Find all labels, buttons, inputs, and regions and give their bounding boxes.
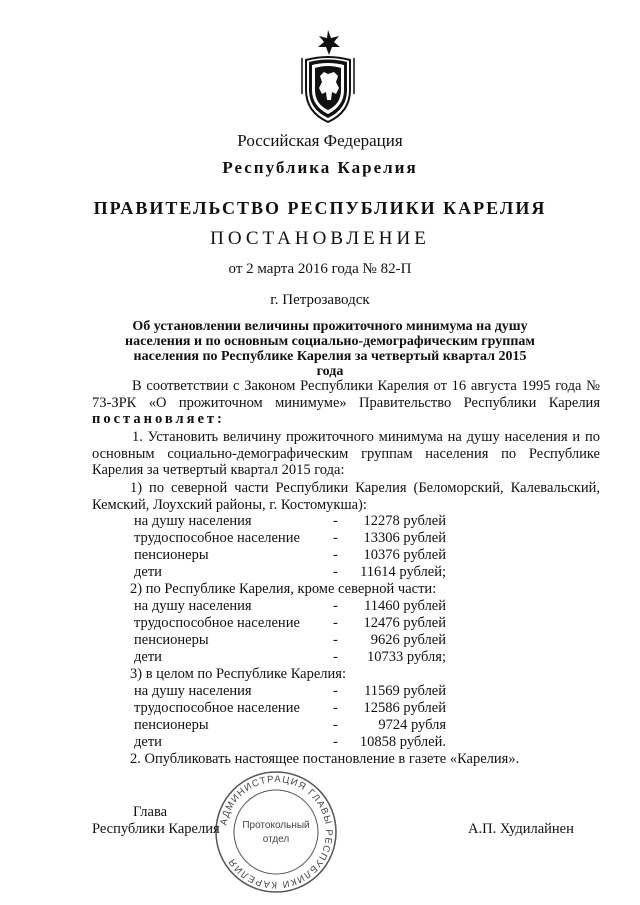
row-dash: - xyxy=(333,598,338,614)
preamble xyxy=(92,378,600,428)
row-label: трудоспособное население xyxy=(134,530,300,546)
svg-text:АДМИНИСТРАЦИЯ ГЛАВЫ РЕСПУБЛИКИ xyxy=(218,774,334,890)
row-value: 10733 рубля; xyxy=(367,649,446,665)
item-1: 1. Установить величину прожиточного минимума на душу населения и по основным социально-демографическим группам населения по Республике Карелия за четвертый квартал 2015 года: xyxy=(92,429,600,478)
stamp-line-1: Протокольный xyxy=(242,820,310,831)
karelia-coat-of-arms-icon xyxy=(298,28,358,124)
row-dash: - xyxy=(333,632,338,648)
row-value: 9626 рублей xyxy=(370,632,446,648)
document-title: Об установлении величины прожиточного минимума на душу населения и по основным социально-демографическим группам населения по Республике Карелия за четвертый квартал 2015 года xyxy=(125,319,535,379)
row-label: пенсионеры xyxy=(134,632,209,648)
row-dash: - xyxy=(333,513,338,529)
republic-name: Республика Карелия xyxy=(222,158,418,177)
sub-2-heading: 2) по Республике Карелия, кроме северной части: xyxy=(130,581,437,597)
row-label: трудоспособное население xyxy=(134,615,300,631)
row-label: на душу населения xyxy=(134,598,252,614)
signature-position: Республики Карелия xyxy=(92,821,220,837)
resolves-word: постановляет: xyxy=(92,411,225,427)
row-label: на душу населения xyxy=(134,513,252,529)
row-label: на душу населения xyxy=(134,683,252,699)
row-dash: - xyxy=(333,649,338,665)
official-stamp-icon xyxy=(212,768,340,896)
signature-name: А.П. Худилайнен xyxy=(468,821,574,837)
document-type: ПОСТАНОВЛЕНИЕ xyxy=(210,228,430,249)
item-2: 2. Опубликовать настоящее постановление в газете «Карелия». xyxy=(130,751,520,767)
row-value: 11569 рублей xyxy=(364,683,446,699)
row-dash: - xyxy=(333,547,338,563)
preamble-text: В соответствии с Законом Республики Карелия от 16 августа 1995 года № 73-ЗРК «О прожиточном минимуме» Правительство Республики Карелия xyxy=(92,378,600,411)
row-label: пенсионеры xyxy=(134,717,209,733)
row-value: 10858 рублей. xyxy=(359,734,446,750)
document-city: г. Петрозаводск xyxy=(270,292,370,308)
row-value: 12586 рублей xyxy=(363,700,446,716)
row-dash: - xyxy=(333,564,338,580)
row-value: 11614 рублей; xyxy=(360,564,446,580)
row-dash: - xyxy=(333,615,338,631)
stamp-ring-text: АДМИНИСТРАЦИЯ ГЛАВЫ РЕСПУБЛИКИ КАРЕЛИЯ xyxy=(218,773,335,891)
sub-3-heading: 3) в целом по Республике Карелия: xyxy=(130,666,346,682)
row-label: пенсионеры xyxy=(134,547,209,563)
row-dash: - xyxy=(333,683,338,699)
row-label: дети xyxy=(134,649,162,665)
row-value: 12476 рублей xyxy=(363,615,446,631)
row-value: 12278 рублей xyxy=(363,513,446,529)
country-name: Российская Федерация xyxy=(237,131,403,150)
stamp-line-2: отдел xyxy=(262,834,290,845)
row-dash: - xyxy=(333,734,338,750)
row-value: 11460 рублей xyxy=(364,598,446,614)
row-label: дети xyxy=(134,564,162,580)
row-value: 10376 рублей xyxy=(363,547,446,563)
government-title: ПРАВИТЕЛЬСТВО РЕСПУБЛИКИ КАРЕЛИЯ xyxy=(93,198,547,218)
row-dash: - xyxy=(333,700,338,716)
row-dash: - xyxy=(333,717,338,733)
row-value: 9724 рубля xyxy=(378,717,446,733)
sub-1-heading: 1) по северной части Республики Карелия (Беломорский, Калевальский, Кемский, Лоухский районы, г. Костомукша): xyxy=(92,480,600,513)
row-value: 13306 рублей xyxy=(363,530,446,546)
row-dash: - xyxy=(333,530,338,546)
row-label: трудоспособное население xyxy=(134,700,300,716)
row-label: дети xyxy=(134,734,162,750)
signature-title: Глава xyxy=(133,804,168,820)
document-date: от 2 марта 2016 года № 82-П xyxy=(228,261,412,277)
